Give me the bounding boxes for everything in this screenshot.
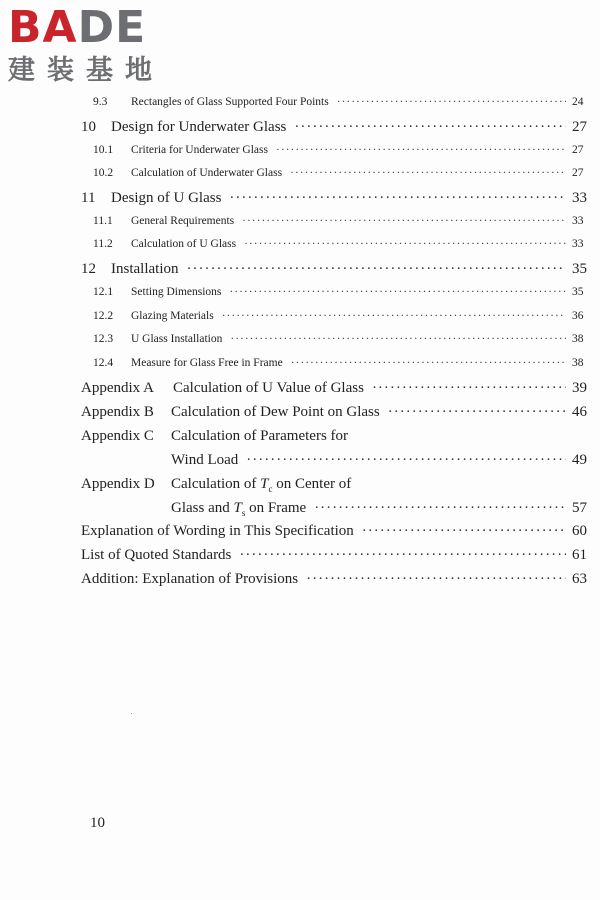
toc-entry[interactable] — [0, 286, 600, 306]
appendix-label: Appendix D — [81, 476, 155, 492]
toc-entry[interactable] — [0, 547, 600, 567]
toc-appendix-entry[interactable] — [0, 380, 600, 400]
toc-entry[interactable] — [0, 167, 600, 187]
toc-entry-page: 63 — [572, 571, 587, 587]
toc-entry-title: Rectangles of Glass Supported Four Points — [131, 96, 329, 108]
dot-leader — [229, 190, 566, 207]
toc-entry-title: Glazing Materials — [131, 310, 214, 322]
appendix-label: Appendix B — [81, 404, 154, 420]
toc-entry-title: Design for Underwater Glass — [111, 119, 287, 135]
toc-entry-number: 12.3 — [93, 333, 114, 345]
toc-entry-page: 36 — [572, 310, 584, 322]
toc-entry[interactable] — [0, 238, 600, 258]
toc-entry-number: 11 — [81, 190, 96, 206]
toc-entry-page: 33 — [572, 190, 587, 206]
logo-chinese: 建装基地 — [8, 55, 164, 86]
toc-entry-page: 35 — [572, 261, 587, 277]
toc-entry-number: 12 — [81, 261, 96, 277]
dot-leader — [372, 380, 566, 397]
toc-entry-number: 9.3 — [93, 96, 108, 108]
toc-entry-title: Criteria for Underwater Glass — [131, 144, 268, 156]
toc-entry-title: U Glass Installation — [131, 333, 223, 345]
dot-leader — [222, 310, 566, 322]
dot-leader — [314, 500, 566, 517]
toc-entry-page: 38 — [572, 357, 584, 369]
toc-entry-title: Measure for Glass Free in Frame — [131, 357, 283, 369]
toc-entry-page: 61 — [572, 547, 587, 563]
toc-entry-title: Calculation of U Value of Glass — [173, 380, 364, 396]
toc-appendix-continuation[interactable] — [0, 452, 600, 472]
page-number: 10 — [90, 815, 105, 831]
dot-leader — [388, 404, 566, 421]
toc-appendix-continuation[interactable] — [0, 500, 600, 520]
appendix-label: Appendix C — [81, 428, 154, 444]
toc-entry-page: 38 — [572, 333, 584, 345]
toc-entry-page: 33 — [572, 238, 584, 250]
toc-entry-title-continued: Glass and $T_s$ on Frame — [171, 500, 307, 518]
dot-leader — [276, 144, 566, 156]
toc-entry[interactable] — [0, 310, 600, 330]
toc-entry-page: 27 — [572, 119, 587, 135]
toc-entry-title: Addition: Explanation of Provisions — [81, 571, 299, 587]
appendix-label: Appendix A — [81, 380, 154, 396]
toc-entry-title: Setting Dimensions — [131, 286, 222, 298]
toc-entry-page: 60 — [572, 523, 587, 539]
toc-entry[interactable] — [0, 144, 600, 164]
toc-entry[interactable] — [0, 357, 600, 377]
toc-entry-title: Calculation of Underwater Glass — [131, 167, 283, 179]
toc-entry[interactable] — [0, 96, 600, 116]
toc-entry[interactable] — [0, 571, 600, 591]
toc-entry-title: General Requirements — [131, 215, 235, 227]
dot-leader — [229, 286, 566, 298]
dot-leader — [187, 261, 567, 278]
toc-entry[interactable] — [0, 119, 600, 139]
toc-entry-page: 35 — [572, 286, 584, 298]
toc-entry-title: Calculation of U Glass — [131, 238, 237, 250]
toc-appendix-entry[interactable] — [0, 476, 600, 496]
toc-entry-page: 39 — [572, 380, 587, 396]
toc-entry-number: 12.2 — [93, 310, 114, 322]
toc-entry-number: 10.1 — [93, 144, 114, 156]
toc-entry-page: 46 — [572, 404, 587, 420]
toc-entry-title: Calculation of Dew Point on Glass — [171, 404, 380, 420]
dot-leader — [230, 333, 566, 345]
toc-entry[interactable] — [0, 523, 600, 543]
dot-leader — [290, 167, 566, 179]
dot-leader — [291, 357, 566, 369]
dot-leader — [337, 96, 566, 108]
toc-entry-title: Installation — [111, 261, 179, 277]
dot-leader — [362, 523, 566, 540]
toc-entry-number: 10.2 — [93, 167, 114, 179]
toc-entry-title-continued: Wind Load — [171, 452, 239, 468]
toc-entry-page: 27 — [572, 167, 584, 179]
toc-entry[interactable] — [0, 333, 600, 353]
toc-entry-number: 11.2 — [93, 238, 113, 250]
toc-entry-title: Calculation of $T_c$ on Center of — [171, 476, 352, 494]
toc-appendix-entry[interactable] — [0, 428, 600, 448]
toc-entry-number: 12.1 — [93, 286, 114, 298]
dot-leader — [244, 238, 566, 250]
toc-entry-title: Calculation of Parameters for — [171, 428, 349, 444]
toc-entry-page: 33 — [572, 215, 584, 227]
toc-entry-page: 57 — [572, 500, 587, 516]
toc-entry-number: 10 — [81, 119, 96, 135]
toc-entry[interactable] — [0, 261, 600, 281]
toc-entry-number: 11.1 — [93, 215, 113, 227]
toc-entry-title: Design of U Glass — [111, 190, 222, 206]
dot-leader — [239, 547, 566, 564]
toc-entry-title: Explanation of Wording in This Specification — [81, 523, 354, 539]
dot-leader — [246, 452, 566, 469]
dot-leader — [294, 119, 566, 136]
scan-speck — [131, 713, 132, 714]
toc-entry[interactable] — [0, 215, 600, 235]
toc-entry-page: 49 — [572, 452, 587, 468]
toc-entry[interactable] — [0, 190, 600, 210]
dot-leader — [306, 571, 566, 588]
toc-entry-number: 12.4 — [93, 357, 114, 369]
toc-entry-page: 24 — [572, 96, 584, 108]
toc-entry-page: 27 — [572, 144, 584, 156]
logo-wordmark: BADE — [8, 2, 147, 53]
toc-appendix-entry[interactable] — [0, 404, 600, 424]
dot-leader — [242, 215, 566, 227]
toc-entry-title: List of Quoted Standards — [81, 547, 232, 563]
